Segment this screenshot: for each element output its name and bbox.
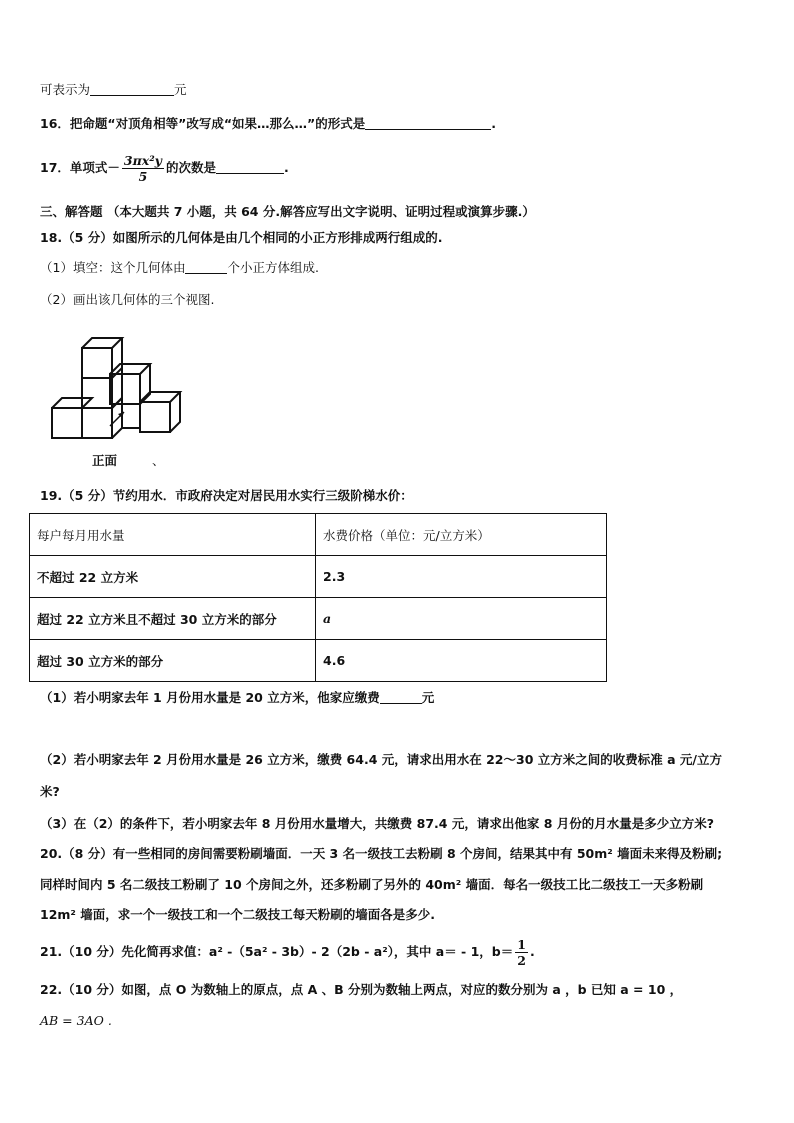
table-cell: 2.3 xyxy=(316,556,607,598)
fraction: $\frac{1}{2}$ xyxy=(517,937,526,968)
cube-face xyxy=(82,408,112,438)
section-heading: 三、解答题 （本大题共 7 小题，共 64 分.解答应写出文字说明、证明过程或演算步骤.） xyxy=(40,204,535,219)
question-19-stem: 19.（5 分）节约用水．市政府决定对居民用水实行三级阶梯水价： xyxy=(40,488,413,503)
question-17: 17．单项式－ $\frac{\text{3πx²y}}{5}$ 的次数是 . xyxy=(40,153,289,184)
question-19-part2-cont: 米? xyxy=(40,784,60,799)
table-cell: 超过 30 立方米的部分 xyxy=(30,640,316,682)
table-cell: 不超过 22 立方米 xyxy=(30,556,316,598)
question-18-part2: （2）画出该几何体的三个视图. xyxy=(40,292,215,307)
cube-edge xyxy=(52,398,92,408)
answer-blank[interactable] xyxy=(216,160,284,174)
figure-caption: 正面 xyxy=(92,453,118,468)
cube-figure xyxy=(40,330,190,448)
cube-edge xyxy=(112,428,140,438)
question-18-stem: 18.（5 分）如图所示的几何体是由几个相同的小正方形排成两行组成的. xyxy=(40,230,443,245)
caption-mark: 、 xyxy=(152,453,165,468)
question-21: 21.（10 分）先化简再求值：a² -（5a² - 3b）- 2（2b - a²），其中 a＝ - 1，b＝ $\frac{1}{2}$ . xyxy=(40,937,535,968)
cube-face xyxy=(52,408,82,438)
answer-blank[interactable] xyxy=(185,260,227,274)
cube-face xyxy=(82,348,112,378)
table-row xyxy=(30,598,607,640)
table-cell: 超过 22 立方米且不超过 30 立方米的部分 xyxy=(30,598,316,640)
question-22-line2: AB = 3AO . xyxy=(40,1013,112,1028)
question-22-line1: 22.（10 分）如图，点 O 为数轴上的原点，点 A 、B 分别为数轴上两点，对应的数分别为 a ，b 已知 a = 10 ， xyxy=(40,982,683,997)
q15-tail: 可表示为 元 xyxy=(40,82,187,97)
water-fee-table xyxy=(29,513,607,682)
table-row xyxy=(30,556,607,598)
table-cell: a xyxy=(316,598,607,640)
question-19-part2: （2）若小明家去年 2 月份用水量是 26 立方米，缴费 64.4 元，请求出用水在 22～30 立方米之间的收费标准 a 元/立方 xyxy=(40,752,722,767)
question-20-line1: 20.（8 分）有一些相同的房间需要粉刷墙面．一天 3 名一级技工去粉刷 8 个房间，结果其中有 50m² 墙面未来得及粉刷; xyxy=(40,846,723,861)
table-row xyxy=(30,640,607,682)
answer-blank[interactable] xyxy=(90,82,174,96)
answer-blank[interactable] xyxy=(365,116,491,130)
cube-face xyxy=(110,374,140,404)
table-header-row xyxy=(30,514,607,556)
question-16: 16．把命题“对顶角相等”改写成“如果…那么…”的形式是 . xyxy=(40,116,497,131)
answer-blank[interactable] xyxy=(380,690,422,704)
question-18-part1: （1）填空：这个几何体由 个小正方体组成. xyxy=(40,260,319,275)
question-20-line2: 同样时间内 5 名二级技工粉刷了 10 个房间之外，还多粉刷了另外的 40m² 墙面．每名一级技工比二级技工一天多粉刷 xyxy=(40,877,704,892)
fraction: $\frac{\text{3πx²y}}{5}$ xyxy=(123,153,162,184)
cube-face xyxy=(140,402,170,432)
table-header-cell: 水费价格（单位：元/立方米） xyxy=(316,514,607,556)
question-19-part3: （3）在（2）的条件下，若小明家去年 8 月份用水量增大，共缴费 87.4 元，请求出他家 8 月份的月水量是多少立方米? xyxy=(40,816,714,831)
cube-edge xyxy=(82,338,122,378)
question-20-line3: 12m² 墙面，求一个一级技工和一个二级技工每天粉刷的墙面各是多少. xyxy=(40,907,435,922)
table-header-cell: 每户每月用水量 xyxy=(30,514,316,556)
table-cell: 4.6 xyxy=(316,640,607,682)
question-19-part1: （1）若小明家去年 1 月份用水量是 20 立方米，他家应缴费 元 xyxy=(40,690,435,705)
